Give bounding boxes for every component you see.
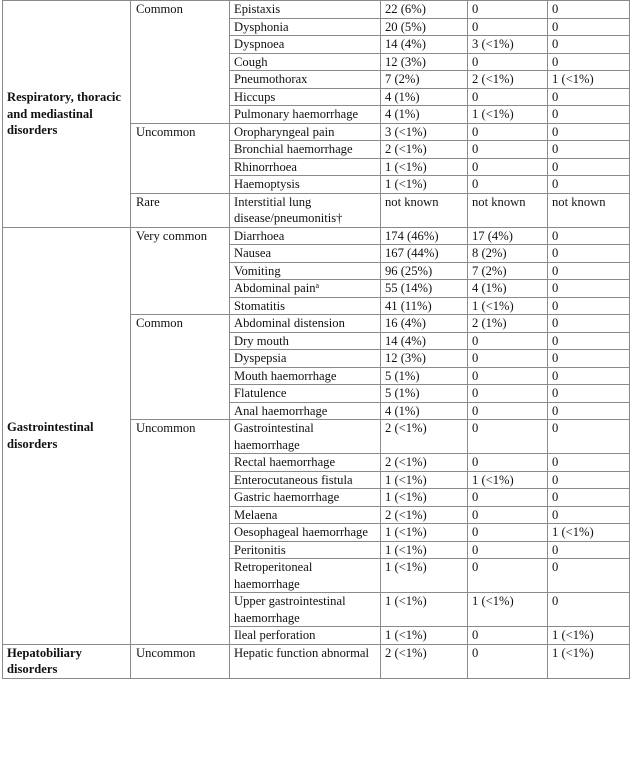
- adverse-reaction-term: Enterocutaneous fistula: [234, 472, 353, 487]
- grade-4-cell: 0: [548, 297, 630, 315]
- adverse-reaction-term: Dyspepsia: [234, 351, 287, 365]
- adverse-reaction-term: Pulmonary haemorrhage: [234, 107, 359, 121]
- adverse-reaction-term: Haemoptysis: [234, 177, 300, 191]
- all-grades-cell: 2 (<1%): [381, 420, 468, 454]
- grade-3-cell: 1 (<1%): [468, 593, 548, 627]
- grade-4-cell: 0: [548, 332, 630, 350]
- adverse-reaction-term-cell: [230, 627, 381, 645]
- grade-3-cell: 0: [468, 559, 548, 593]
- grade-4-cell: 1 (<1%): [548, 71, 630, 89]
- all-grades-cell: 7 (2%): [381, 71, 468, 89]
- adverse-reaction-term: Rectal haemorrhage: [234, 455, 336, 469]
- adverse-reaction-term-cell: [230, 245, 381, 263]
- all-grades-cell: 1 (<1%): [381, 541, 468, 559]
- all-grades-cell: 41 (11%): [381, 297, 468, 315]
- table-body: [3, 1, 630, 679]
- adverse-reaction-term: Gastrointestinal haemorrhage: [234, 421, 314, 452]
- grade-3-cell: 0: [468, 176, 548, 194]
- grade-4-cell: 0: [548, 350, 630, 368]
- grade-4-cell: 0: [548, 176, 630, 194]
- adverse-reaction-term-cell: [230, 559, 381, 593]
- adverse-reaction-term-cell: [230, 420, 381, 454]
- all-grades-cell: 1 (<1%): [381, 471, 468, 489]
- grade-4-cell: 0: [548, 141, 630, 159]
- adverse-reaction-term-cell: [230, 1, 381, 19]
- grade-3-cell: 0: [468, 1, 548, 19]
- grade-3-cell: 0: [468, 524, 548, 542]
- grade-3-cell: 1 (<1%): [468, 297, 548, 315]
- adverse-reaction-term-cell: [230, 506, 381, 524]
- adverse-reaction-term: Retroperitoneal haemorrhage: [234, 560, 313, 591]
- adverse-reaction-term-cell: [230, 53, 381, 71]
- all-grades-cell: 20 (5%): [381, 18, 468, 36]
- adverse-reaction-term: Dry mouth: [234, 333, 289, 348]
- frequency-cell: Rare: [131, 193, 230, 227]
- all-grades-cell: 12 (3%): [381, 350, 468, 368]
- all-grades-cell: 2 (<1%): [381, 644, 468, 678]
- adverse-reaction-term-cell: [230, 193, 381, 227]
- grade-4-cell: 1 (<1%): [548, 644, 630, 678]
- adverse-reaction-term: Ileal perforation: [234, 628, 316, 642]
- adverse-reaction-term-cell: [230, 593, 381, 627]
- grade-3-cell: 17 (4%): [468, 227, 548, 245]
- adverse-reaction-term-cell: [230, 385, 381, 403]
- grade-4-cell: 0: [548, 489, 630, 507]
- grade-3-cell: 1 (<1%): [468, 471, 548, 489]
- grade-4-cell: 0: [548, 506, 630, 524]
- system-organ-class-cell: Gastrointestinal disorders: [3, 227, 131, 644]
- adverse-reaction-term: Rhinorrhoea: [234, 159, 297, 174]
- grade-3-cell: 0: [468, 506, 548, 524]
- grade-3-cell: 2 (<1%): [468, 71, 548, 89]
- adverse-reaction-term-cell: [230, 454, 381, 472]
- adverse-reaction-term: Vomiting: [234, 263, 281, 278]
- grade-4-cell: 1 (<1%): [548, 524, 630, 542]
- grade-4-cell: 0: [548, 402, 630, 420]
- grade-3-cell: 8 (2%): [468, 245, 548, 263]
- adverse-reaction-term-cell: [230, 123, 381, 141]
- grade-4-cell: 0: [548, 315, 630, 333]
- grade-4-cell: 0: [548, 227, 630, 245]
- grade-4-cell: 0: [548, 106, 630, 124]
- grade-4-cell: 0: [548, 559, 630, 593]
- all-grades-cell: 96 (25%): [381, 262, 468, 280]
- grade-4-cell: 0: [548, 53, 630, 71]
- adverse-reaction-term: Abdominal pain: [234, 281, 316, 295]
- all-grades-cell: 55 (14%): [381, 280, 468, 298]
- adverse-reaction-term-cell: [230, 541, 381, 559]
- adverse-reaction-term-cell: [230, 297, 381, 315]
- grade-3-cell: 0: [468, 420, 548, 454]
- grade-3-cell: 0: [468, 158, 548, 176]
- adverse-reaction-term-cell: [230, 471, 381, 489]
- adverse-reaction-term: Bronchial haemorrhage: [234, 142, 353, 156]
- frequency-cell: Uncommon: [131, 420, 230, 645]
- adverse-reaction-term: Abdominal distension: [234, 316, 345, 330]
- all-grades-cell: 12 (3%): [381, 53, 468, 71]
- adverse-reaction-term-cell: [230, 350, 381, 368]
- system-organ-class-cell: Respiratory, thoracic and mediastinal disorders: [3, 1, 131, 228]
- all-grades-cell: 14 (4%): [381, 332, 468, 350]
- grade-4-cell: 0: [548, 420, 630, 454]
- grade-4-cell: 0: [548, 245, 630, 263]
- grade-3-cell: 0: [468, 18, 548, 36]
- grade-4-cell: 1 (<1%): [548, 627, 630, 645]
- adverse-reaction-term: Flatulence: [234, 386, 287, 400]
- adverse-reaction-term-cell: [230, 367, 381, 385]
- grade-4-cell: 0: [548, 1, 630, 19]
- adverse-reaction-term: Mouth haemorrhage: [234, 368, 337, 383]
- grade-4-cell: 0: [548, 262, 630, 280]
- table-row: [3, 227, 630, 245]
- grade-3-cell: 0: [468, 489, 548, 507]
- frequency-cell: Common: [131, 1, 230, 124]
- adverse-reaction-term: Pneumothorax: [234, 72, 308, 86]
- adverse-reaction-term-cell: [230, 141, 381, 159]
- all-grades-cell: not known: [381, 193, 468, 227]
- grade-3-cell: 0: [468, 627, 548, 645]
- grade-3-cell: 2 (1%): [468, 315, 548, 333]
- grade-4-cell: 0: [548, 454, 630, 472]
- adverse-reaction-term-cell: [230, 158, 381, 176]
- table-row: [3, 1, 630, 19]
- grade-4-cell: 0: [548, 88, 630, 106]
- adverse-reaction-term-cell: [230, 36, 381, 54]
- adverse-reaction-term: Hepatic function abnormal: [234, 645, 369, 660]
- grade-4-cell: not known: [548, 193, 630, 227]
- grade-3-cell: 0: [468, 385, 548, 403]
- adverse-reaction-term: Anal haemorrhage: [234, 403, 328, 418]
- adverse-reaction-term: Hiccups: [234, 89, 276, 104]
- grade-3-cell: 0: [468, 402, 548, 420]
- grade-4-cell: 0: [548, 385, 630, 403]
- grade-3-cell: 4 (1%): [468, 280, 548, 298]
- adverse-reaction-term-cell: [230, 489, 381, 507]
- grade-4-cell: 0: [548, 280, 630, 298]
- adverse-reaction-term: Dysphonia: [234, 19, 289, 34]
- grade-4-cell: 0: [548, 123, 630, 141]
- adverse-reaction-term: Gastric haemorrhage: [234, 490, 340, 504]
- table-row: [3, 644, 630, 678]
- adverse-reaction-term: Oropharyngeal pain: [234, 124, 335, 139]
- grade-4-cell: 0: [548, 36, 630, 54]
- adverse-reaction-term-cell: [230, 71, 381, 89]
- frequency-cell: Uncommon: [131, 644, 230, 678]
- adverse-reactions-table: [2, 0, 630, 679]
- all-grades-cell: 1 (<1%): [381, 559, 468, 593]
- all-grades-cell: 14 (4%): [381, 36, 468, 54]
- grade-3-cell: 0: [468, 123, 548, 141]
- adverse-reaction-term-cell: [230, 227, 381, 245]
- grade-3-cell: 3 (<1%): [468, 36, 548, 54]
- footnote-marker: a: [315, 281, 320, 290]
- all-grades-cell: 3 (<1%): [381, 123, 468, 141]
- adverse-reaction-term: Peritonitis: [234, 542, 286, 557]
- adverse-reaction-term: Melaena: [234, 507, 278, 522]
- grade-3-cell: 0: [468, 332, 548, 350]
- all-grades-cell: 1 (<1%): [381, 158, 468, 176]
- frequency-cell: Very common: [131, 227, 230, 315]
- system-organ-class-cell: Hepatobiliary disorders: [3, 644, 131, 678]
- adverse-reaction-term-cell: [230, 88, 381, 106]
- grade-3-cell: 7 (2%): [468, 262, 548, 280]
- grade-3-cell: 0: [468, 644, 548, 678]
- grade-3-cell: 1 (<1%): [468, 106, 548, 124]
- grade-4-cell: 0: [548, 471, 630, 489]
- grade-3-cell: 0: [468, 350, 548, 368]
- adverse-reaction-term: Dyspnoea: [234, 37, 285, 51]
- adverse-reaction-term-cell: [230, 106, 381, 124]
- adverse-reaction-term-cell: [230, 176, 381, 194]
- grade-3-cell: 0: [468, 541, 548, 559]
- adverse-reaction-term-cell: [230, 262, 381, 280]
- grade-3-cell: 0: [468, 53, 548, 71]
- all-grades-cell: 4 (1%): [381, 106, 468, 124]
- grade-3-cell: 0: [468, 141, 548, 159]
- adverse-reaction-term: Nausea: [234, 246, 272, 260]
- all-grades-cell: 1 (<1%): [381, 176, 468, 194]
- adverse-reaction-term-cell: [230, 315, 381, 333]
- all-grades-cell: 2 (<1%): [381, 506, 468, 524]
- grade-4-cell: 0: [548, 541, 630, 559]
- all-grades-cell: 4 (1%): [381, 88, 468, 106]
- all-grades-cell: 2 (<1%): [381, 454, 468, 472]
- adverse-reaction-term: Epistaxis: [234, 2, 281, 16]
- all-grades-cell: 1 (<1%): [381, 593, 468, 627]
- adverse-reaction-term-cell: [230, 18, 381, 36]
- adverse-reaction-term-cell: [230, 644, 381, 678]
- grade-4-cell: 0: [548, 158, 630, 176]
- adverse-reaction-term: Oesophageal haemorrhage: [234, 525, 368, 539]
- grade-3-cell: 0: [468, 454, 548, 472]
- all-grades-cell: 16 (4%): [381, 315, 468, 333]
- all-grades-cell: 1 (<1%): [381, 524, 468, 542]
- all-grades-cell: 22 (6%): [381, 1, 468, 19]
- grade-4-cell: 0: [548, 593, 630, 627]
- grade-3-cell: 0: [468, 88, 548, 106]
- grade-4-cell: 0: [548, 367, 630, 385]
- adverse-reaction-term-cell: [230, 280, 381, 298]
- all-grades-cell: 4 (1%): [381, 402, 468, 420]
- all-grades-cell: 174 (46%): [381, 227, 468, 245]
- adverse-reaction-term: Diarrhoea: [234, 228, 285, 243]
- grade-3-cell: not known: [468, 193, 548, 227]
- frequency-cell: Common: [131, 315, 230, 420]
- all-grades-cell: 1 (<1%): [381, 627, 468, 645]
- frequency-cell: Uncommon: [131, 123, 230, 193]
- adverse-reaction-term: Stomatitis: [234, 298, 286, 313]
- grade-4-cell: 0: [548, 18, 630, 36]
- adverse-reaction-term-cell: [230, 524, 381, 542]
- all-grades-cell: 167 (44%): [381, 245, 468, 263]
- adverse-reaction-term: Interstitial lung disease/pneumonitis†: [234, 194, 343, 225]
- all-grades-cell: 2 (<1%): [381, 141, 468, 159]
- adverse-reaction-term-cell: [230, 402, 381, 420]
- all-grades-cell: 1 (<1%): [381, 489, 468, 507]
- grade-3-cell: 0: [468, 367, 548, 385]
- adverse-reaction-term: Cough: [234, 54, 268, 69]
- adverse-reaction-term: Upper gastrointestinal haemorrhage: [234, 594, 346, 625]
- all-grades-cell: 5 (1%): [381, 385, 468, 403]
- all-grades-cell: 5 (1%): [381, 367, 468, 385]
- adverse-reaction-term-cell: [230, 332, 381, 350]
